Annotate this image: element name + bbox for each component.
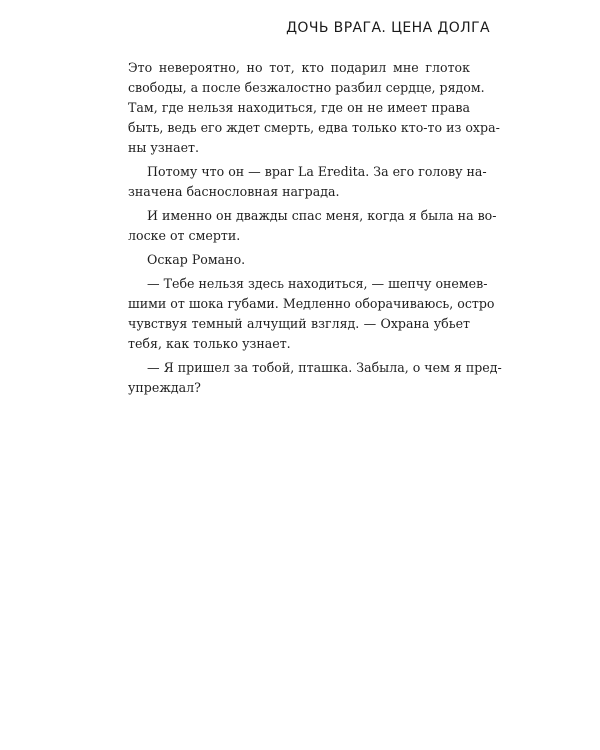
body-text xyxy=(128,58,502,398)
text-line: тебя, как только узнает. xyxy=(128,336,291,351)
text-line: — Я пришел за тобой, пташка. Забыла, о чем я пред- xyxy=(147,360,502,375)
text-line: — Тебе нельзя здесь находиться, — шепчу онемев- xyxy=(147,276,488,291)
text-line: свободы, а после безжалостно разбил сердце, рядом. xyxy=(128,80,485,95)
text-line: упреждал? xyxy=(128,380,201,395)
text-line: Это невероятно, но тот, кто подарил мне глоток xyxy=(128,60,470,75)
text-line: ны узнает. xyxy=(128,140,200,155)
running-header: ДОЧЬ ВРАГА. ЦЕНА ДОЛГА xyxy=(286,20,490,36)
text-line: значена баснословная награда. xyxy=(128,184,340,199)
text-line: Там, где нельзя находиться, где он не имеет права xyxy=(128,100,470,115)
text-line: лоске от смерти. xyxy=(128,228,241,243)
text-line: быть, ведь его ждет смерть, едва только кто-то из охра- xyxy=(128,120,500,135)
text-line: И именно он дважды спас меня, когда я была на во- xyxy=(147,208,497,223)
text-line: Потому что он — враг La Eredita. За его голову на- xyxy=(147,164,487,179)
text-line: шими от шока губами. Медленно оборачиваюсь, остро xyxy=(128,296,495,311)
text-line: Оскар Романо. xyxy=(147,252,246,267)
text-line: чувствуя темный алчущий взгляд. — Охрана убьет xyxy=(128,316,470,331)
